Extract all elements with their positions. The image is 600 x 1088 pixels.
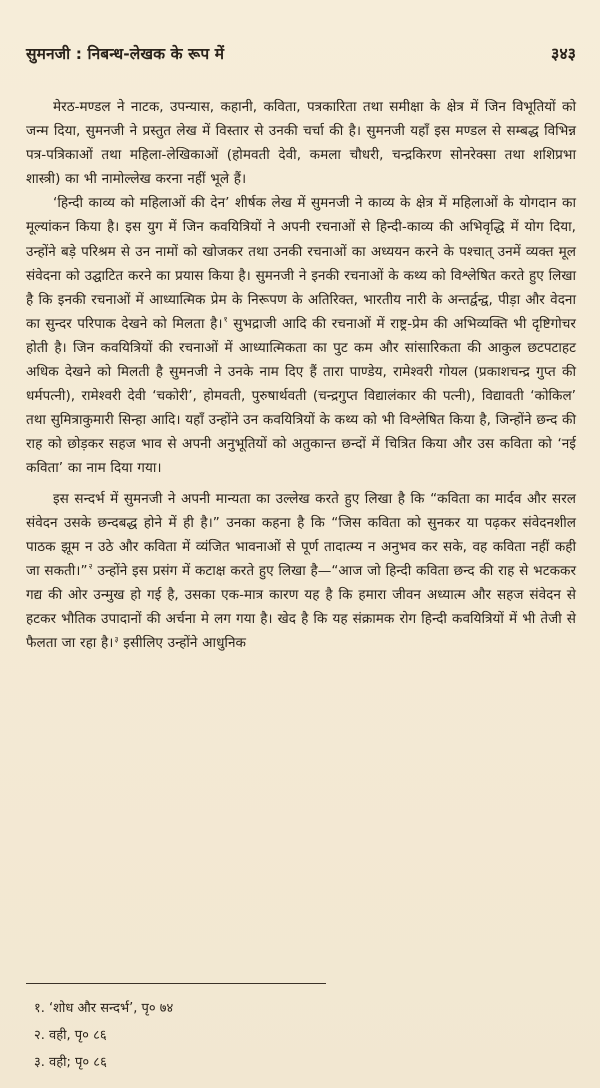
paragraph-2 — [26, 191, 576, 480]
paragraph-2-text-b: सुभद्राजी आदि की रचनाओं में राष्ट्र-प्रेम की अभिव्यक्ति भी दृष्टिगोचर होती है। जिन कवयित्रियों की रचनाओं में आध्यात्मिकता का पुट कम और सांसारिकता की आकुल छटपटाहट अधिक देखने को मिलती है सुमनजी ने उनके नाम दिए हैं तारा पाण्डेय, रामेश्वरी गोयल (प्रकाशचन्द्र गुप्त की धर्मपत्नी), रामेश्वरी देवी ‘चकोरी’, होमवती, पुरुषार्थवती (चन्द्रगुप्त विद्यालंकार की पत्नी), विद्यावती ‘कोकिल’ तथा सुमित्राकुमारी सिन्हा आदि। यहाँ उन्होंने उन कवयित्रियों के कथ्य को भी विश्लेषित किया है, जिन्होंने छन्द की राह को छोड़कर सहज भाव से अपनी अनुभूतियों को अतुकान्त छन्दों में चित्रित किया और उस कविता को ‘नई कविता’ का नाम दिया गया। — [26, 315, 576, 477]
running-header — [26, 42, 576, 68]
paragraph-1-text: मेरठ-मण्डल ने नाटक, उपन्यास, कहानी, कविता, पत्रकारिता तथा समीक्षा के क्षेत्र में जिन विभूतियों को जन्म दिया, सुमनजी ने प्रस्तुत लेख में विस्तार से उनकी चर्चा की है। सुमनजी यहाँ इस मण्डल से सम्बद्ध विभिन्न पत्र-पत्रिकाओं तथा महिला-लेखिकाओं (होमवती देवी, कमला चौधरी, चन्द्रकिरण सोनरेक्सा तथा शशिप्रभा शास्त्री) का भी नामोल्लेख करना नहीं भूले हैं। — [26, 99, 576, 188]
main-text — [26, 95, 576, 655]
paragraph-2-text-a: ‘हिन्दी काव्य को महिलाओं की देन’ शीर्षक लेख में सुमनजी ने काव्य के क्षेत्र में महिलाओं के योगदान का मूल्यांकन किया है। इस युग में जिन कवयित्रियों ने अपनी रचनाओं से हिन्दी-काव्य की अभिवृद्धि में योग दिया, उन्होंने बड़े परिश्रम से उन नामों को खोजकर तथा उनकी रचनाओं का अध्ययन करने के पश्चात् उनमें व्यक्त मूल संवेदना को उद्घाटित करने का प्रयास किया है। सुमनजी ने इनकी रचनाओं के कथ्य को विश्लेषित करते हुए लिखा है कि इनकी रचनाओं में आध्यात्मिक प्रेम के निरूपण के अतिरिक्त, भारतीय नारी के अन्तर्द्वन्द्व, पीड़ा और वेदना का सुन्दर परिपाक देखने को मिलता है। — [26, 195, 576, 332]
paragraph-3-text-b: उन्होंने इस प्रसंग में कटाक्ष करते हुए लिखा है—“आज जो हिन्दी कविता छन्द की राह से भटककर गद्य की ओर उन्मुख हो गई है, उसका एक-मात्र कारण यह है कि हमारा जीवन अध्यात्म और सहज संवेदन से हटकर भौतिक उपादानों की अर्चना मे लग गया है। खेद है कि यह संक्रामक रोग हिन्दी कवयित्रियों में भी तेजी से फैलता जा रहा है। — [26, 562, 577, 652]
footnote-ref-3: ३ — [114, 634, 119, 644]
page-number: ३४३ — [551, 44, 576, 63]
footnote-ref-2: २ — [88, 562, 93, 572]
footnote-2: २. वही, पृ० ८६ — [34, 1028, 107, 1043]
footnote-divider — [26, 983, 326, 984]
footnote-ref-1: १ — [223, 315, 228, 325]
footnote-3: ३. वही; पृ० ८६ — [34, 1055, 107, 1070]
paragraph-3-text-a: इस सन्दर्भ में सुमनजी ने अपनी मान्यता का उल्लेख करते हुए लिखा है कि “कविता का मार्दव और सरल संवेदन उसके छन्दबद्ध होने में ही है।” उनका कहना है कि “जिस कविता को सुनकर या पढ़कर संवेदनशील पाठक झूम न उठे और कविता में व्यंजित भावनाओं से पूर्ण तादात्म्य न अनुभव कर सके, वह कविता नहीं कही जा सकती।” — [26, 490, 576, 579]
paragraph-3 — [26, 487, 576, 656]
footnotes — [34, 995, 576, 1076]
paragraph-1 — [26, 95, 576, 191]
footnote-1: १. ‘शोध और सन्दर्भ’, पृ० ७४ — [34, 1001, 174, 1016]
paragraph-3-text-c: इसीलिए उन्होंने आधुनिक — [118, 635, 246, 652]
chapter-title: सुमनजी : निबन्ध-लेखक के रूप में — [26, 45, 225, 63]
